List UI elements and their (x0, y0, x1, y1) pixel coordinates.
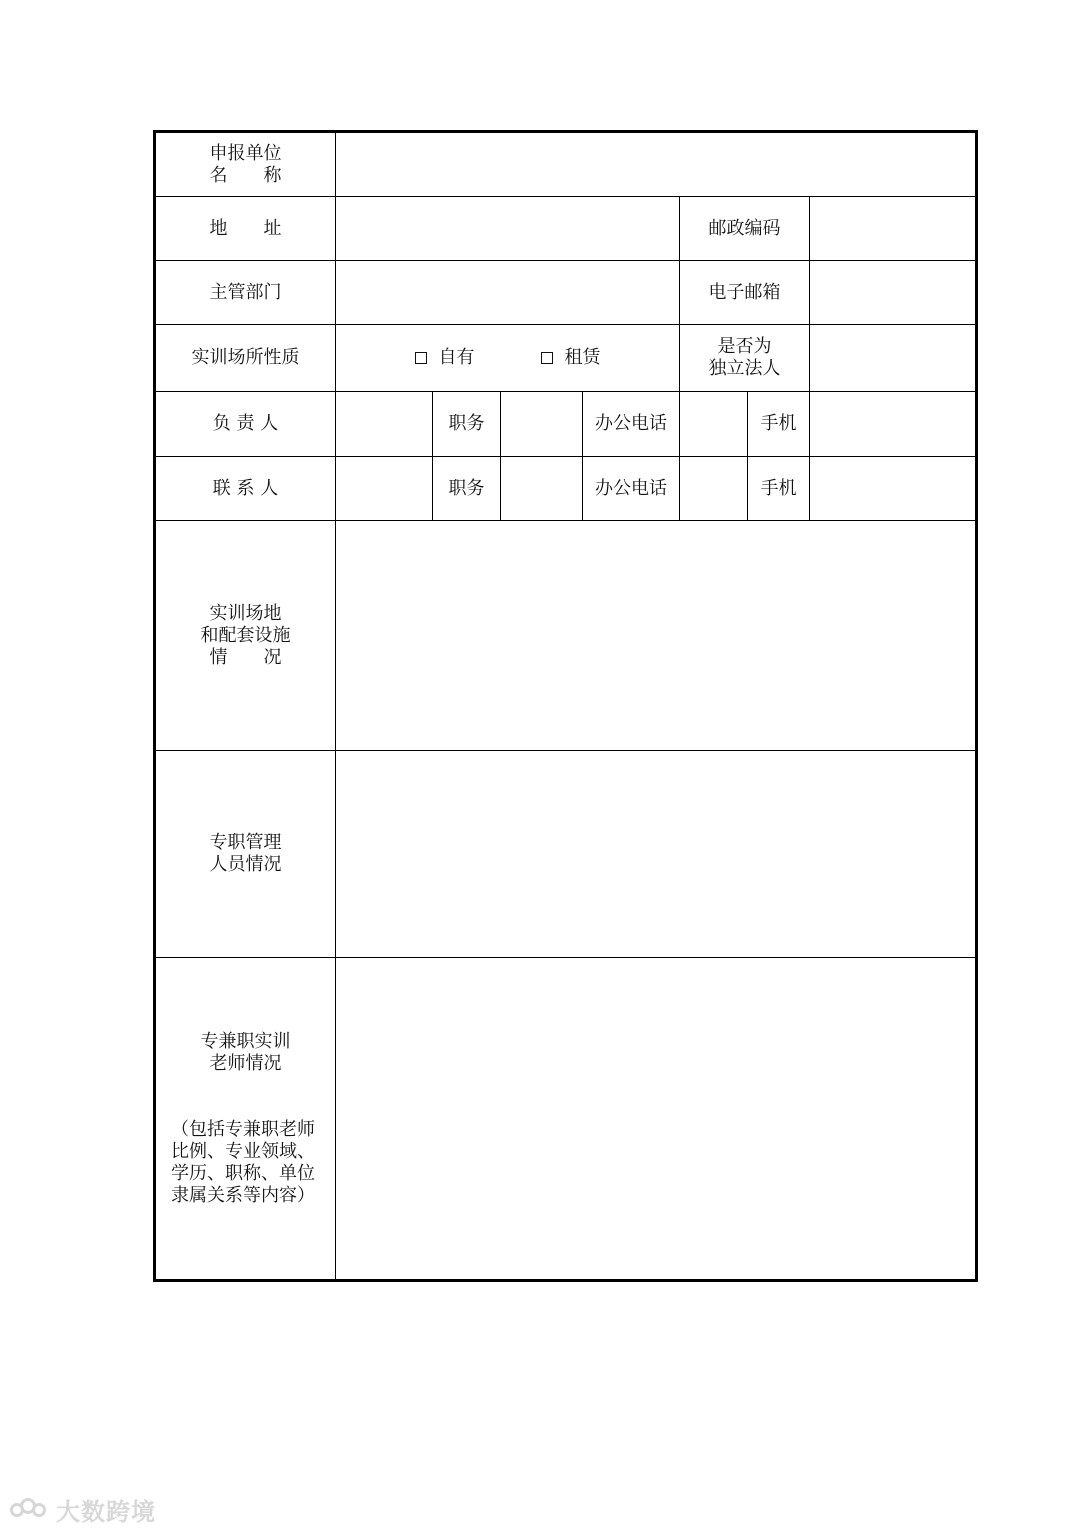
teachers-label-cell (155, 958, 336, 1281)
address-field[interactable] (336, 197, 680, 261)
rented-option[interactable] (541, 347, 601, 369)
site-nature-label: 实训场所性质 (155, 325, 336, 392)
department-label: 主管部门 (155, 261, 336, 325)
site-nature-checkbox-group (336, 347, 679, 369)
email-label: 电子邮箱 (680, 261, 810, 325)
teachers-label: 专兼职实训 老师情况 (200, 1030, 291, 1074)
facilities-field[interactable] (336, 521, 977, 751)
contact-mobile-field[interactable] (810, 457, 977, 521)
responsible-position-field[interactable] (501, 392, 583, 457)
unit-name-row (155, 132, 977, 197)
owned-option-label: 自有 (438, 347, 475, 368)
facilities-row (155, 521, 977, 751)
contact-person-row (155, 457, 977, 521)
application-form-table (153, 130, 978, 1282)
teachers-note: （包括专兼职老师 比例、专业领域、 学历、职称、单位 隶属关系等内容） (171, 1118, 315, 1206)
contact-person-name-field[interactable] (336, 457, 433, 521)
responsible-mobile-field[interactable] (810, 392, 977, 457)
responsible-position-label: 职务 (433, 392, 501, 457)
department-row (155, 261, 977, 325)
site-nature-options (336, 325, 680, 392)
postal-code-label: 邮政编码 (680, 197, 810, 261)
legal-person-field[interactable] (810, 325, 977, 392)
email-field[interactable] (810, 261, 977, 325)
staff-row (155, 751, 977, 958)
staff-field[interactable] (336, 751, 977, 958)
contact-position-label: 职务 (433, 457, 501, 521)
unit-name-label: 申报单位 名 称 (155, 132, 336, 197)
rented-option-label: 租赁 (564, 347, 601, 368)
legal-person-label: 是否为 独立法人 (680, 325, 810, 392)
address-row (155, 197, 977, 261)
responsible-person-label: 负 责 人 (155, 392, 336, 457)
teachers-row (155, 958, 977, 1281)
responsible-mobile-label: 手机 (748, 392, 810, 457)
contact-person-label: 联 系 人 (155, 457, 336, 521)
rented-checkbox[interactable] (541, 352, 553, 364)
responsible-office-phone-field[interactable] (680, 392, 748, 457)
unit-name-field[interactable] (336, 132, 977, 197)
owned-checkbox[interactable] (415, 352, 427, 364)
site-nature-row (155, 325, 977, 392)
contact-mobile-label: 手机 (748, 457, 810, 521)
watermark (10, 1492, 156, 1527)
contact-office-phone-field[interactable] (680, 457, 748, 521)
address-label: 地 址 (155, 197, 336, 261)
watermark-logo-icon (10, 1498, 50, 1522)
contact-position-field[interactable] (501, 457, 583, 521)
watermark-text: 大数跨境 (56, 1498, 156, 1526)
responsible-person-name-field[interactable] (336, 392, 433, 457)
teachers-field[interactable] (336, 958, 977, 1281)
owned-option[interactable] (415, 347, 475, 369)
contact-office-phone-label: 办公电话 (583, 457, 680, 521)
department-field[interactable] (336, 261, 680, 325)
responsible-office-phone-label: 办公电话 (583, 392, 680, 457)
staff-label: 专职管理 人员情况 (155, 751, 336, 958)
facilities-label: 实训场地 和配套设施 情 况 (155, 521, 336, 751)
postal-code-field[interactable] (810, 197, 977, 261)
responsible-person-row (155, 392, 977, 457)
